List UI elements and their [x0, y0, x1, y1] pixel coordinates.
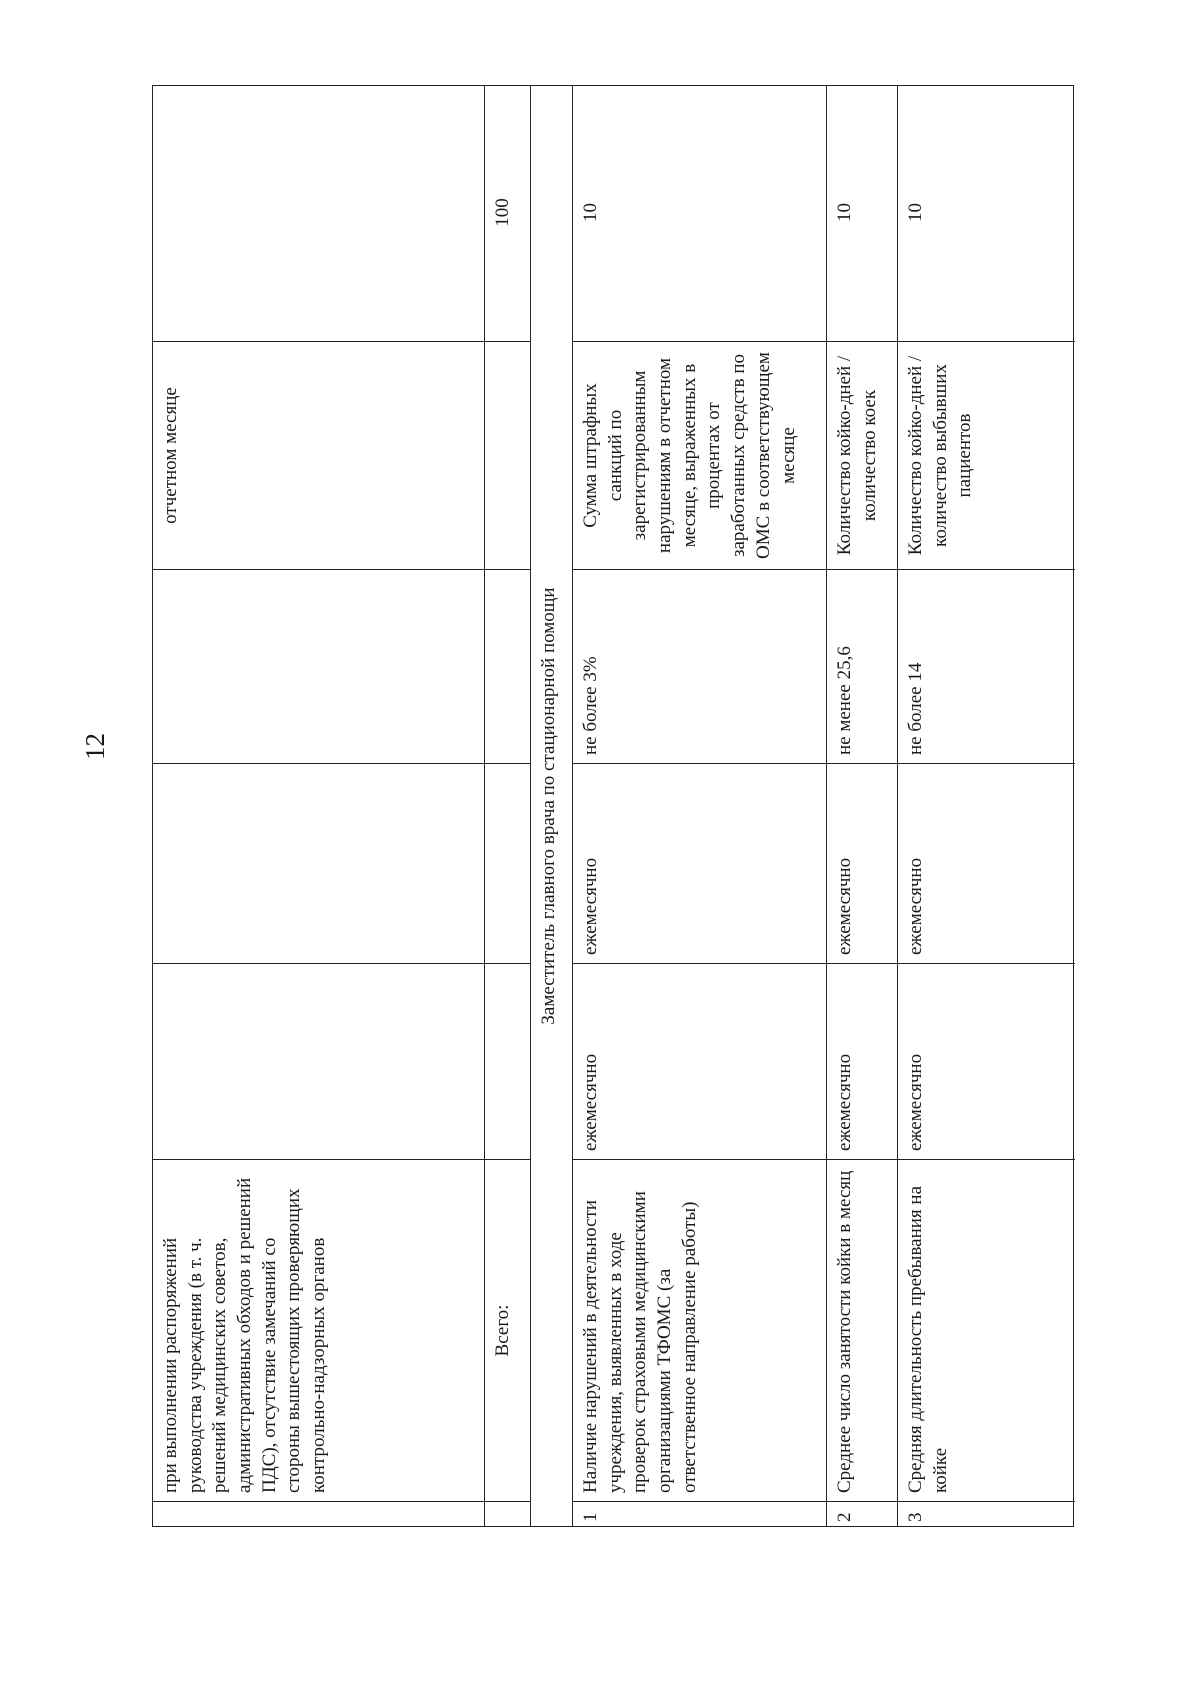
row-number: 1	[580, 1512, 601, 1522]
target-cell: не более 3%	[573, 570, 826, 764]
indicator-cell: Средняя длительность пребывания на койке	[898, 1160, 1075, 1502]
row-number: 3	[905, 1512, 926, 1522]
table-row	[897, 86, 1075, 1526]
continuation-row	[153, 86, 484, 1526]
points-cell: 10	[898, 84, 1075, 342]
target-cell	[153, 570, 484, 764]
period-cell: ежемесячно	[573, 964, 826, 1160]
period-cell: ежемесячно	[898, 964, 1075, 1160]
period-cell: ежемесячно	[827, 764, 897, 964]
total-value: 100	[485, 84, 530, 342]
page-number: 12	[80, 733, 110, 760]
indicator-cell: Наличие нарушений в деятельности учреждения, выявленных в ходе проверок страховыми медицинскими организациями ТФОМС (за ответственное направление работы)	[573, 1160, 826, 1502]
formula-cell: Количество койко-дней / количество выбывших пациентов	[898, 342, 1075, 570]
total-row	[484, 86, 530, 1526]
formula-cell: Сумма штрафных санкций по зарегистрированным нарушениям в отчетном месяце, выраженных в процентах от заработанных средств по ОМС в соответствующем месяце	[573, 342, 826, 570]
total-label: Всего:	[485, 1160, 530, 1502]
period-cell	[153, 964, 484, 1160]
points-cell	[153, 84, 484, 342]
period-cell: ежемесячно	[573, 764, 826, 964]
section-title: Заместитель главного врача по стационарной помощи	[538, 587, 559, 1025]
table-row	[572, 86, 826, 1526]
target-cell: не более 14	[898, 570, 1075, 764]
period-cell: ежемесячно	[827, 964, 897, 1160]
number-cell	[153, 1502, 484, 1526]
period-cell: ежемесячно	[898, 764, 1075, 964]
points-cell: 10	[827, 84, 897, 342]
kpi-table	[152, 85, 1074, 1527]
points-cell: 10	[573, 84, 826, 342]
period-cell	[153, 764, 484, 964]
formula-cell: отчетном месяце	[153, 342, 484, 570]
indicator-cell: Среднее число занятости койки в месяц	[827, 1160, 897, 1502]
row-number: 2	[834, 1512, 855, 1522]
indicator-cell: при выполнении распоряжений руководства учреждения (в т. ч. решений медицинских советов, административных обходов и решений ПДС), отсутствие замечаний со стороны вышестоящих проверяющих контрольно-надзорных органов	[153, 1160, 484, 1502]
formula-cell: Количество койко-дней / количество коек	[827, 342, 897, 570]
table-row	[826, 86, 897, 1526]
section-header-row	[530, 86, 572, 1526]
target-cell: не менее 25,6	[827, 570, 897, 764]
